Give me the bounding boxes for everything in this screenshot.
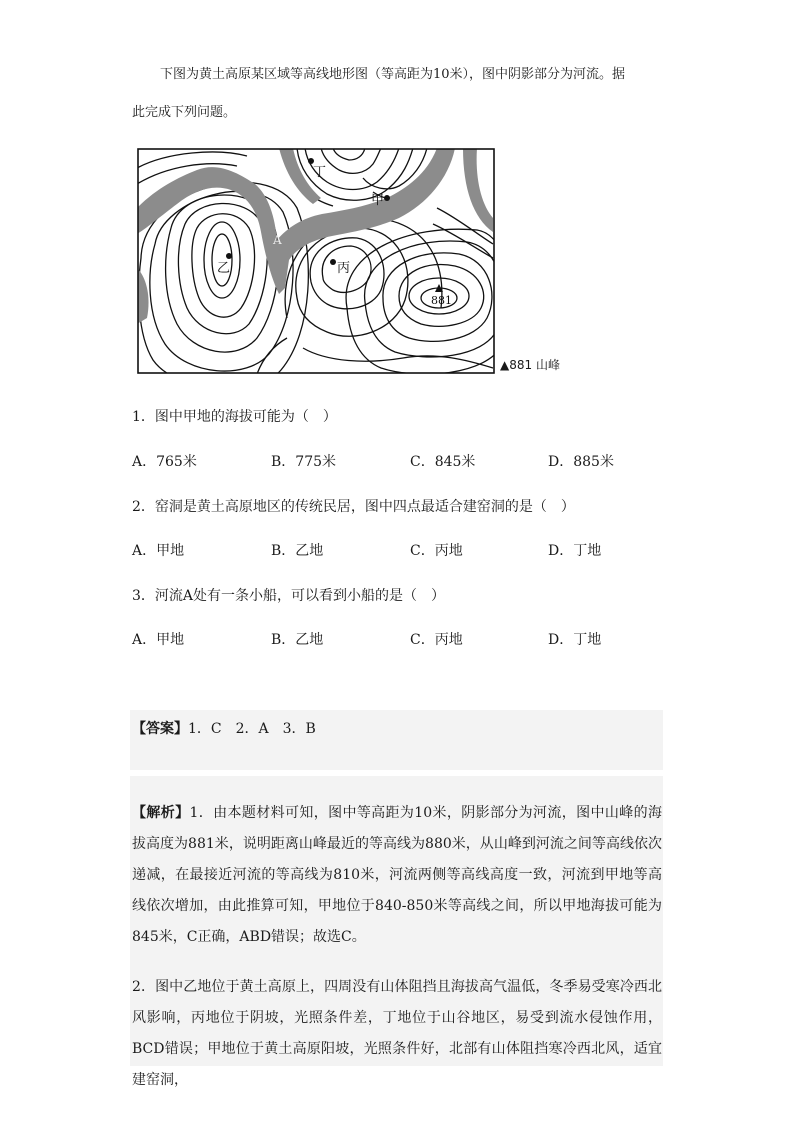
contour-map-svg [137,148,495,374]
analysis-label: 【解析】 [132,805,190,821]
q1-option-a: A．765米 [132,454,197,470]
q3-option-d: D．丁地 [548,632,602,648]
ding-point [308,158,314,164]
intro-line-1: 下图为黄土高原某区域等高线地形图（等高距为10米），图中阴影部分为河流。据 [160,67,626,82]
q3-option-c: C．丙地 [410,632,463,648]
peak-legend-icon: ▲ [500,358,510,372]
map-legend [500,356,560,373]
q2-option-c: C．丙地 [410,543,463,559]
jia-label: 甲 [371,193,385,208]
a-label: A [273,233,282,247]
q2-option-a: A．甲地 [132,543,185,559]
analysis-paragraph-2: 2．图中乙地位于黄土高原上，四周没有山体阻挡且海拔高气温低，冬季易受寒冷西北风影响，丙地位于阴坡，光照条件差，丁地位于山谷地区，易受到流水侵蚀作用，BCD错误；甲地位于黄土高原阳坡，光照条件好，北部有山体阻挡寒冷西北风，适宜建窑洞， [132,979,662,1088]
answer-values: 1．C 2．A 3．B [188,721,316,737]
q1-option-c: C．845米 [410,454,476,470]
peak-label: 881 [431,294,452,307]
q1-option-d: D．885米 [548,454,614,470]
q2-option-b: B．乙地 [271,543,324,559]
intro-paragraph [132,56,672,132]
bing-point [330,259,336,265]
legend-text: 881 山峰 [509,358,560,372]
jia-point [384,195,390,201]
answer-line [132,718,316,738]
analysis-paragraph-1 [132,798,662,953]
analysis-p1-text: 1．由本题材料可知，图中等高距为10米，阴影部分为河流，图中山峰的海拔高度为881米，说明距离山峰最近的等高线为880米，从山峰到河流之间等高线依次递减，在最接近河流的等高线为810米，河流两侧等高线高度一致，河流到甲地等高线依次增加，由此推算可知，甲地位于840-850米等高线之间，所以甲地海拔可能为845米，C正确，ABD错误；故选C。 [132,805,662,945]
yi-point [226,253,232,259]
intro-line-2: 此完成下列问题。 [132,105,237,120]
yi-label: 乙 [217,261,231,276]
question-1-stem: 1．图中甲地的海拔可能为（ ） [132,409,337,425]
q3-option-b: B．乙地 [271,632,324,648]
bing-label: 丙 [337,261,351,276]
answer-label: 【答案】 [132,721,188,737]
q1-option-b: B．775米 [271,454,337,470]
contour-map [137,148,495,374]
question-2-stem: 2．窑洞是黄土高原地区的传统民居，图中四点最适合建窑洞的是（ ） [132,499,575,515]
analysis-section-2 [132,972,662,1096]
q2-option-d: D．丁地 [548,543,602,559]
q3-option-a: A．甲地 [132,632,185,648]
ding-label: 丁 [313,165,327,180]
question-3-stem: 3．河流A处有一条小船，可以看到小船的是（ ） [132,588,446,604]
analysis-section [132,798,662,953]
